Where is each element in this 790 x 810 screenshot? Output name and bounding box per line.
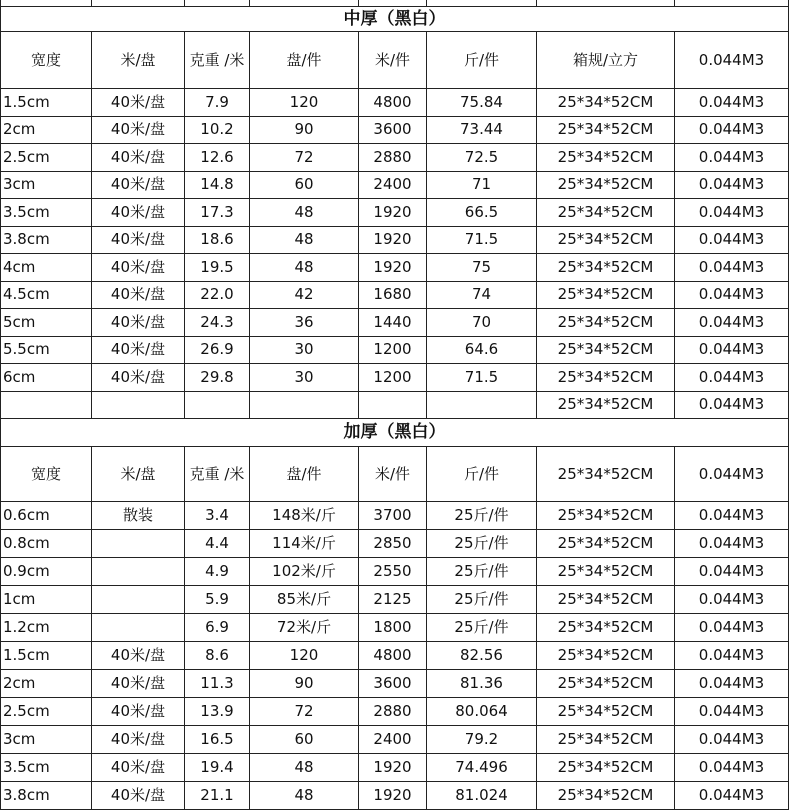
table-cell: 25*34*52CM [537,502,675,530]
table-cell: 0.6cm [1,502,92,530]
table-cell: 1800 [359,614,427,642]
table-cell: 48 [250,199,359,227]
table-cell: 4.4 [185,530,250,558]
table-cell: 0.044M3 [675,281,789,309]
table-cell: 40米/盘 [92,726,185,754]
table-cell: 26.9 [185,336,250,364]
table-cell: 3700 [359,502,427,530]
table-cell: 1920 [359,226,427,254]
table-cell: 120 [250,89,359,117]
table-cell: 0.9cm [1,558,92,586]
table-cell: 40米/盘 [92,670,185,698]
table-row [1,782,789,810]
table-cell: 1920 [359,199,427,227]
table-cell: 1200 [359,336,427,364]
table-row [1,502,789,530]
table-cell [92,530,185,558]
table-cell: 25斤/件 [427,502,537,530]
table-cell: 2cm [1,670,92,698]
column-header: 宽度 [1,447,92,502]
table-cell: 3600 [359,116,427,144]
section-title-row [1,7,789,32]
table-cell: 71 [427,171,537,199]
section-extra-thick [1,419,789,810]
table-cell: 75.84 [427,89,537,117]
table-cell: 0.044M3 [675,309,789,337]
table-row [1,754,789,782]
table-cell: 24.3 [185,309,250,337]
table-cell: 25斤/件 [427,530,537,558]
table-cell: 25*34*52CM [537,254,675,282]
table-cell: 48 [250,782,359,810]
table-cell: 40米/盘 [92,782,185,810]
table-cell: 2400 [359,726,427,754]
table-row [1,391,789,419]
table-cell: 1440 [359,309,427,337]
table-cell: 4cm [1,254,92,282]
table-row [1,614,789,642]
table-cell: 0.8cm [1,530,92,558]
table-cell: 3.8cm [1,782,92,810]
table-cell [359,391,427,419]
table-cell: 48 [250,226,359,254]
table-cell: 25*34*52CM [537,558,675,586]
table-row [1,530,789,558]
column-header: 克重 /米 [185,447,250,502]
table-row [1,281,789,309]
table-cell: 25*34*52CM [537,530,675,558]
table-cell: 40米/盘 [92,199,185,227]
table-cell: 36 [250,309,359,337]
table-cell: 6.9 [185,614,250,642]
table-cell: 30 [250,336,359,364]
table-cell: 5cm [1,309,92,337]
table-cell: 3.8cm [1,226,92,254]
table-row [1,254,789,282]
table-row [1,171,789,199]
table-cell: 6cm [1,364,92,392]
table-cell: 2880 [359,698,427,726]
table-cell: 74 [427,281,537,309]
table-cell: 0.044M3 [675,642,789,670]
section-title-row [1,419,789,447]
table-cell: 0.044M3 [675,726,789,754]
table-cell: 25*34*52CM [537,336,675,364]
column-header: 克重 /米 [185,32,250,89]
section-title: 中厚（黑白） [1,7,789,32]
table-cell: 18.6 [185,226,250,254]
table-cell: 21.1 [185,782,250,810]
table-cell: 11.3 [185,670,250,698]
table-cell: 25*34*52CM [537,226,675,254]
table-cell: 102米/斤 [250,558,359,586]
table-cell: 2880 [359,144,427,172]
table-cell: 4800 [359,642,427,670]
table-cell: 72米/斤 [250,614,359,642]
table-cell: 1920 [359,754,427,782]
table-cell: 71.5 [427,364,537,392]
table-cell: 40米/盘 [92,698,185,726]
table-cell: 0.044M3 [675,364,789,392]
table-cell: 75 [427,254,537,282]
table-cell: 1.2cm [1,614,92,642]
table-cell: 25*34*52CM [537,782,675,810]
table-row [1,199,789,227]
table-cell: 40米/盘 [92,226,185,254]
table-cell: 25*34*52CM [537,89,675,117]
table-cell: 25斤/件 [427,558,537,586]
table-cell: 40米/盘 [92,89,185,117]
table-row [1,144,789,172]
column-header: 0.044M3 [675,32,789,89]
table-cell: 0.044M3 [675,754,789,782]
table-cell: 60 [250,726,359,754]
table-cell: 25*34*52CM [537,391,675,419]
table-cell: 0.044M3 [675,116,789,144]
table-cell: 2400 [359,171,427,199]
table-cell: 25*34*52CM [537,199,675,227]
table-cell: 3.5cm [1,199,92,227]
table-cell: 0.044M3 [675,391,789,419]
column-header: 斤/件 [427,447,537,502]
table-cell: 66.5 [427,199,537,227]
table-cell: 48 [250,254,359,282]
table-cell: 1cm [1,586,92,614]
table-cell: 40米/盘 [92,254,185,282]
table-cell: 82.56 [427,642,537,670]
table-cell: 70 [427,309,537,337]
table-cell [250,391,359,419]
table-cell: 25*34*52CM [537,642,675,670]
table-cell: 2cm [1,116,92,144]
table-cell: 3cm [1,726,92,754]
table-cell [1,391,92,419]
table-cell: 2850 [359,530,427,558]
table-cell: 0.044M3 [675,614,789,642]
table-cell: 148米/斤 [250,502,359,530]
table-cell: 120 [250,642,359,670]
table-cell: 10.2 [185,116,250,144]
table-cell: 0.044M3 [675,199,789,227]
table-cell [427,391,537,419]
table-cell: 48 [250,754,359,782]
table-cell: 40米/盘 [92,144,185,172]
table-cell: 40米/盘 [92,171,185,199]
table-cell: 81.36 [427,670,537,698]
table-cell: 17.3 [185,199,250,227]
table-cell [92,586,185,614]
table-cell: 0.044M3 [675,144,789,172]
column-header: 盘/件 [250,32,359,89]
table-cell: 1200 [359,364,427,392]
table-cell: 19.4 [185,754,250,782]
column-header: 箱规/立方 [537,32,675,89]
table-cell: 0.044M3 [675,226,789,254]
table-cell: 40米/盘 [92,336,185,364]
table-cell: 81.024 [427,782,537,810]
table-cell [185,391,250,419]
table-cell: 1.5cm [1,89,92,117]
table-cell: 8.6 [185,642,250,670]
table-cell: 64.6 [427,336,537,364]
table-cell: 5.9 [185,586,250,614]
table-cell: 2550 [359,558,427,586]
table-cell: 0.044M3 [675,171,789,199]
table-cell: 25*34*52CM [537,726,675,754]
table-row [1,558,789,586]
table-cell: 25*34*52CM [537,698,675,726]
table-cell: 40米/盘 [92,754,185,782]
table-cell: 60 [250,171,359,199]
table-cell: 72 [250,698,359,726]
table-cell: 25*34*52CM [537,309,675,337]
table-row [1,226,789,254]
column-header-row [1,32,789,89]
table-cell: 1680 [359,281,427,309]
table-cell: 25*34*52CM [537,364,675,392]
table-cell: 40米/盘 [92,642,185,670]
column-header: 宽度 [1,32,92,89]
table-cell: 0.044M3 [675,698,789,726]
column-header: 25*34*52CM [537,447,675,502]
table-cell: 16.5 [185,726,250,754]
table-cell [92,391,185,419]
table-cell: 25斤/件 [427,614,537,642]
table-cell: 1920 [359,254,427,282]
table-cell: 2.5cm [1,144,92,172]
table-cell: 90 [250,670,359,698]
table-row [1,116,789,144]
table-cell: 2125 [359,586,427,614]
table-cell: 3600 [359,670,427,698]
table-cell: 114米/斤 [250,530,359,558]
table-cell: 1.5cm [1,642,92,670]
table-cell: 7.9 [185,89,250,117]
table-cell: 25*34*52CM [537,116,675,144]
table-cell: 0.044M3 [675,670,789,698]
table-cell: 0.044M3 [675,782,789,810]
column-header: 米/件 [359,447,427,502]
table-cell: 3cm [1,171,92,199]
table-cell: 74.496 [427,754,537,782]
table-cell: 72 [250,144,359,172]
table-cell: 25*34*52CM [537,144,675,172]
table-cell: 72.5 [427,144,537,172]
table-cell: 85米/斤 [250,586,359,614]
table-row [1,309,789,337]
table-cell: 散装 [92,502,185,530]
table-cell: 30 [250,364,359,392]
table-row [1,89,789,117]
table-cell: 14.8 [185,171,250,199]
table-cell: 1920 [359,782,427,810]
table-row [1,642,789,670]
table-cell: 0.044M3 [675,89,789,117]
table-cell: 0.044M3 [675,530,789,558]
table-cell: 90 [250,116,359,144]
table-cell [92,614,185,642]
table-cell: 25*34*52CM [537,171,675,199]
table-cell: 13.9 [185,698,250,726]
table-cell: 80.064 [427,698,537,726]
table-row [1,726,789,754]
table-cell: 73.44 [427,116,537,144]
table-cell: 40米/盘 [92,309,185,337]
table-cell: 12.6 [185,144,250,172]
table-cell [92,558,185,586]
table-cell: 29.8 [185,364,250,392]
table-row [1,336,789,364]
column-header: 斤/件 [427,32,537,89]
table-cell: 22.0 [185,281,250,309]
table-cell: 4.5cm [1,281,92,309]
table-cell: 5.5cm [1,336,92,364]
column-header: 米/盘 [92,32,185,89]
table-cell: 25*34*52CM [537,670,675,698]
table-cell: 19.5 [185,254,250,282]
column-header: 盘/件 [250,447,359,502]
table-cell: 71.5 [427,226,537,254]
table-cell: 25*34*52CM [537,281,675,309]
table-cell: 0.044M3 [675,336,789,364]
table-cell: 25*34*52CM [537,586,675,614]
table-cell: 0.044M3 [675,254,789,282]
table-cell: 25*34*52CM [537,754,675,782]
table-row [1,586,789,614]
section-title: 加厚（黑白） [1,419,789,447]
table-cell: 25斤/件 [427,586,537,614]
section-medium-thick [1,7,789,419]
column-header: 米/盘 [92,447,185,502]
table-cell: 4.9 [185,558,250,586]
column-header: 0.044M3 [675,447,789,502]
table-cell: 79.2 [427,726,537,754]
column-header-row [1,447,789,502]
table-cell: 40米/盘 [92,364,185,392]
table-cell: 2.5cm [1,698,92,726]
table-row [1,698,789,726]
table-cell: 42 [250,281,359,309]
table-row [1,670,789,698]
table-cell: 0.044M3 [675,586,789,614]
table-cell: 25*34*52CM [537,614,675,642]
table-cell: 40米/盘 [92,281,185,309]
table-cell: 0.044M3 [675,558,789,586]
column-header: 米/件 [359,32,427,89]
table-cell: 0.044M3 [675,502,789,530]
table-cell: 3.5cm [1,754,92,782]
table-row [1,364,789,392]
table-cell: 40米/盘 [92,116,185,144]
table-cell: 3.4 [185,502,250,530]
table-cell: 4800 [359,89,427,117]
